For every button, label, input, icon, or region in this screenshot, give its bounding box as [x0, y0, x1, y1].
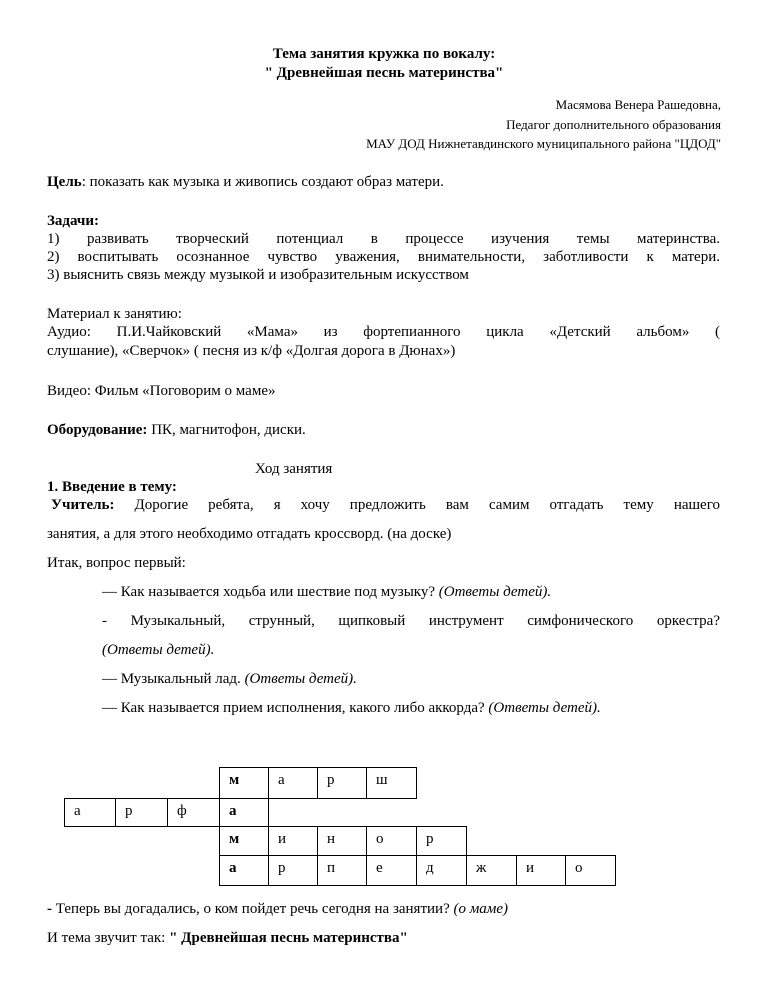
crossword-cell: д [416, 855, 467, 886]
questions-intro: Итак, вопрос первый: [47, 555, 186, 571]
closing-theme-title: " Древнейшая песнь материнства" [169, 930, 408, 946]
crossword-cell: и [268, 826, 318, 856]
equipment-paragraph [47, 421, 306, 439]
teacher-line-1: Учитель: Дорогие ребята, я хочу предложить вам самим отгадать тему нашего [51, 497, 720, 513]
crossword-cell: р [317, 767, 367, 799]
equipment-label: Оборудование: [47, 422, 148, 438]
answer-note: (Ответы детей). [488, 700, 601, 716]
closing-answer: (о маме) [453, 901, 509, 917]
material-label: Материал к занятию: [47, 306, 182, 322]
crossword-cell: ш [366, 767, 417, 799]
material-audio-line-1: Аудио: П.И.Чайковский «Мама» из фортепианного цикла «Детский альбом» ( [47, 324, 720, 340]
crossword-cell: и [516, 855, 566, 886]
question-4: — Как называется прием исполнения, какого либо аккорда? (Ответы детей). [102, 700, 601, 716]
crossword-cell: р [268, 855, 318, 886]
crossword-cell: а [64, 798, 116, 827]
teacher-label: Учитель: [51, 497, 115, 513]
equipment-text: ПК, магнитофон, диски. [147, 422, 306, 438]
crossword-cell: н [317, 826, 367, 856]
question-2: - Музыкальный, струнный, щипковый инструмент симфонического оркестра? [102, 613, 720, 629]
answer-note: (Ответы детей). [438, 584, 552, 600]
crossword-cell: а [268, 767, 318, 799]
crossword-cell: ф [167, 798, 220, 827]
task-item-3: 3) выяснить связь между музыкой и изобразительным искусством [47, 267, 469, 283]
author-name: Масямова Венера Рашедовна, [555, 97, 721, 112]
lesson-heading: Ход занятия [255, 461, 333, 477]
crossword-cell: а [219, 855, 269, 886]
task-item-2: 2) воспитывать осознанное чувство уважения, внимательности, заботливости к матери. [47, 249, 720, 265]
crossword-cell: м [219, 767, 269, 799]
teacher-line-2: занятия, а для этого необходимо отгадать кроссворд. (на доске) [47, 526, 452, 542]
crossword-cell: р [416, 826, 467, 856]
task-item-1: 1) развивать творческий потенциал в процессе изучения темы материнства. [47, 231, 720, 247]
closing-theme: И тема звучит так: " Древнейшая песнь материнства" [47, 930, 408, 946]
answer-note: (Ответы детей). [244, 671, 357, 687]
closing-dash: - [47, 901, 52, 917]
crossword-cell: м [219, 826, 269, 856]
question-1: — Как называется ходьба или шествие под музыку? (Ответы детей). [102, 584, 552, 600]
crossword-cell: п [317, 855, 367, 886]
question-2-answer: (Ответы детей). [102, 642, 215, 658]
goal-text: : показать как музыка и живопись создают образ матери. [81, 174, 444, 190]
tasks-label: Задачи: [47, 213, 100, 229]
crossword-cell: ж [466, 855, 517, 886]
goal-paragraph [47, 173, 444, 191]
crossword-cell: о [565, 855, 616, 886]
author-position: Педагог дополнительного образования [506, 117, 721, 132]
crossword-cell: о [366, 826, 417, 856]
title-line-1: Тема занятия кружка по вокалу: [272, 46, 496, 62]
crossword-cell: р [115, 798, 168, 827]
crossword-cell: е [366, 855, 417, 886]
goal-label: Цель [47, 174, 82, 190]
author-organization: МАУ ДОД Нижнетавдинского муниципального района "ЦДОД" [366, 136, 721, 151]
crossword-cell: а [219, 798, 269, 827]
material-audio-line-2: слушание), «Сверчок» ( песня из к/ф «Долгая дорога в Дюнах») [47, 343, 456, 359]
section-1-heading: 1. Введение в тему: [47, 479, 177, 495]
material-video: Видео: Фильм «Поговорим о маме» [47, 383, 276, 399]
title-line-2: " Древнейшая песнь материнства" [264, 65, 504, 81]
closing-question: - Теперь вы догадались, о ком пойдет речь сегодня на занятии? (о маме) [47, 901, 509, 917]
question-3: — Музыкальный лад. (Ответы детей). [102, 671, 357, 687]
